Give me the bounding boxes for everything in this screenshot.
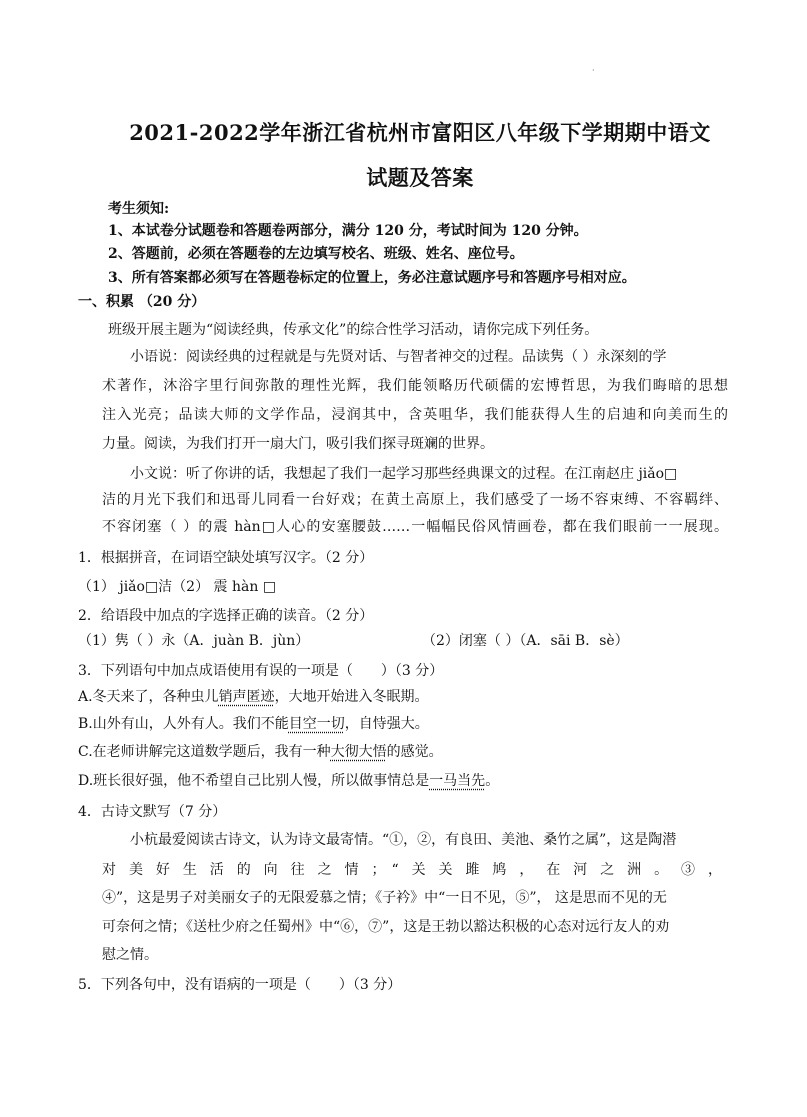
title-line-1: 2021-2022学年浙江省杭州市富阳区八年级下学期期中语文 xyxy=(129,120,711,145)
para1-line-4: 力量。阅读，为我们打开一扇大门，吸引我们探寻斑斓的世界。 xyxy=(102,436,494,452)
top-mark: · xyxy=(592,66,595,75)
option-d-pre: D.班长很好强，他不希望自己比别人慢，所以做事情总是 xyxy=(78,773,430,789)
para1-line-3: 注入光亮；品读大师的文学作品，浸润其中，含英咀华，我们能获得人生的启迪和向美而生的 xyxy=(102,407,728,423)
question-4: 4．古诗文默写（7 分） xyxy=(78,804,227,820)
option-c-idiom: 大彻大悟 xyxy=(330,744,387,760)
para1-line-1: 小语说：阅读经典的过程就是与先贤对话、与智者神交的过程。品读隽（ ）永深刻的学 xyxy=(130,349,667,365)
option-d-idiom: 一马当先 xyxy=(429,773,486,789)
option-b-pre: B.山外有山，人外有人。我们不能 xyxy=(78,716,289,732)
notice-heading: 考生须知: xyxy=(108,201,170,217)
notice-item-3: 3、所有答案都必须写在答题卷标定的位置上，务必注意试题序号和答题序号相对应。 xyxy=(108,270,636,286)
q4-line-2: 对美好生活的向往之情；“关关雎鸠，在河之洲。③， xyxy=(102,862,728,878)
notice-item-1: 1、本试卷分试题卷和答题卷两部分，满分 120 分，考试时间为 120 分钟。 xyxy=(108,223,588,239)
option-b-idiom: 目空一切 xyxy=(288,716,345,732)
option-b-post: ，自恃强大。 xyxy=(344,716,429,732)
question-5: 5．下列各句中，没有语病的一项是（ ）（3 分） xyxy=(78,977,402,993)
option-c-pre: C.在老师讲解完这道数学题后，我有一种 xyxy=(78,744,331,760)
question-2: 2．给语段中加点的字选择正确的读音。（2 分） xyxy=(78,608,374,624)
intro-text: 班级开展主题为“阅读经典，传承文化”的综合性学习活动，请你完成下列任务。 xyxy=(108,322,599,338)
question-2-item-1: （1）隽（ ）永（A．juàn B．jùn） xyxy=(78,633,310,649)
para2-line-1: 小文说：听了你讲的话，我想起了我们一起学习那些经典课文的过程。在江南赵庄 jiǎo□ xyxy=(130,466,678,482)
title-line-2: 试题及答案 xyxy=(366,165,474,190)
option-a xyxy=(78,687,429,707)
option-d xyxy=(78,771,499,791)
para1-line-2: 术著作，沐浴字里行间弥散的理性光辉，我们能领略历代硕儒的宏博哲思，为我们晦暗的思想 xyxy=(102,378,728,394)
option-d-post: 。 xyxy=(485,773,500,789)
option-c-post: 的感觉。 xyxy=(386,744,443,760)
option-a-idiom: 销声匿迹 xyxy=(218,689,275,705)
option-b xyxy=(78,714,429,734)
section-1-heading: 一、积累 （20 分） xyxy=(78,294,206,310)
notice-item-2: 2、答题前，必须在答题卷的左边填写校名、班级、姓名、座位号。 xyxy=(108,246,524,262)
option-a-post: ，大地开始进入冬眠期。 xyxy=(274,689,429,705)
question-1: 1．根据拼音，在词语空缺处填写汉字。（2 分） xyxy=(78,550,374,566)
para2-line-2: 洁的月光下我们和迅哥儿同看一台好戏；在黄土高原上，我们感受了一场不容束缚、不容羁绊、 xyxy=(102,492,728,508)
question-3: 3．下列语句中加点成语使用有误的一项是（ ）（3 分） xyxy=(78,663,444,679)
q4-line-4: 可奈何之情；《送杜少府之任蜀州》中“⑥，⑦”，这是王勃以豁达积极的心态对远行友人的劝 xyxy=(102,919,670,935)
question-2-item-2: （2）闭塞（ ）（A．sāi B．sè） xyxy=(422,633,629,649)
question-1-items: （1） jiǎo□洁（2） 震 hàn □ xyxy=(78,579,277,595)
option-a-pre: A.冬天来了，各种虫儿 xyxy=(78,689,219,705)
option-c xyxy=(78,742,443,762)
q4-line-5: 慰之情。 xyxy=(102,947,158,963)
q4-line-3: ④”，这是男子对美丽女子的无限爱慕之情；《子衿》中“一日不见，⑤”， 这是思而不见的无 xyxy=(102,890,667,906)
para2-line-3: 不容闭塞（ ）的震 hàn□人心的安塞腰鼓……一幅幅民俗风情画卷，都在我们眼前一一展现。 xyxy=(102,519,728,535)
q4-line-1: 小杭最爱阅读古诗文，认为诗文最寄情。“①，②，有良田、美池、桑竹之属”，这是陶潜 xyxy=(130,832,677,848)
